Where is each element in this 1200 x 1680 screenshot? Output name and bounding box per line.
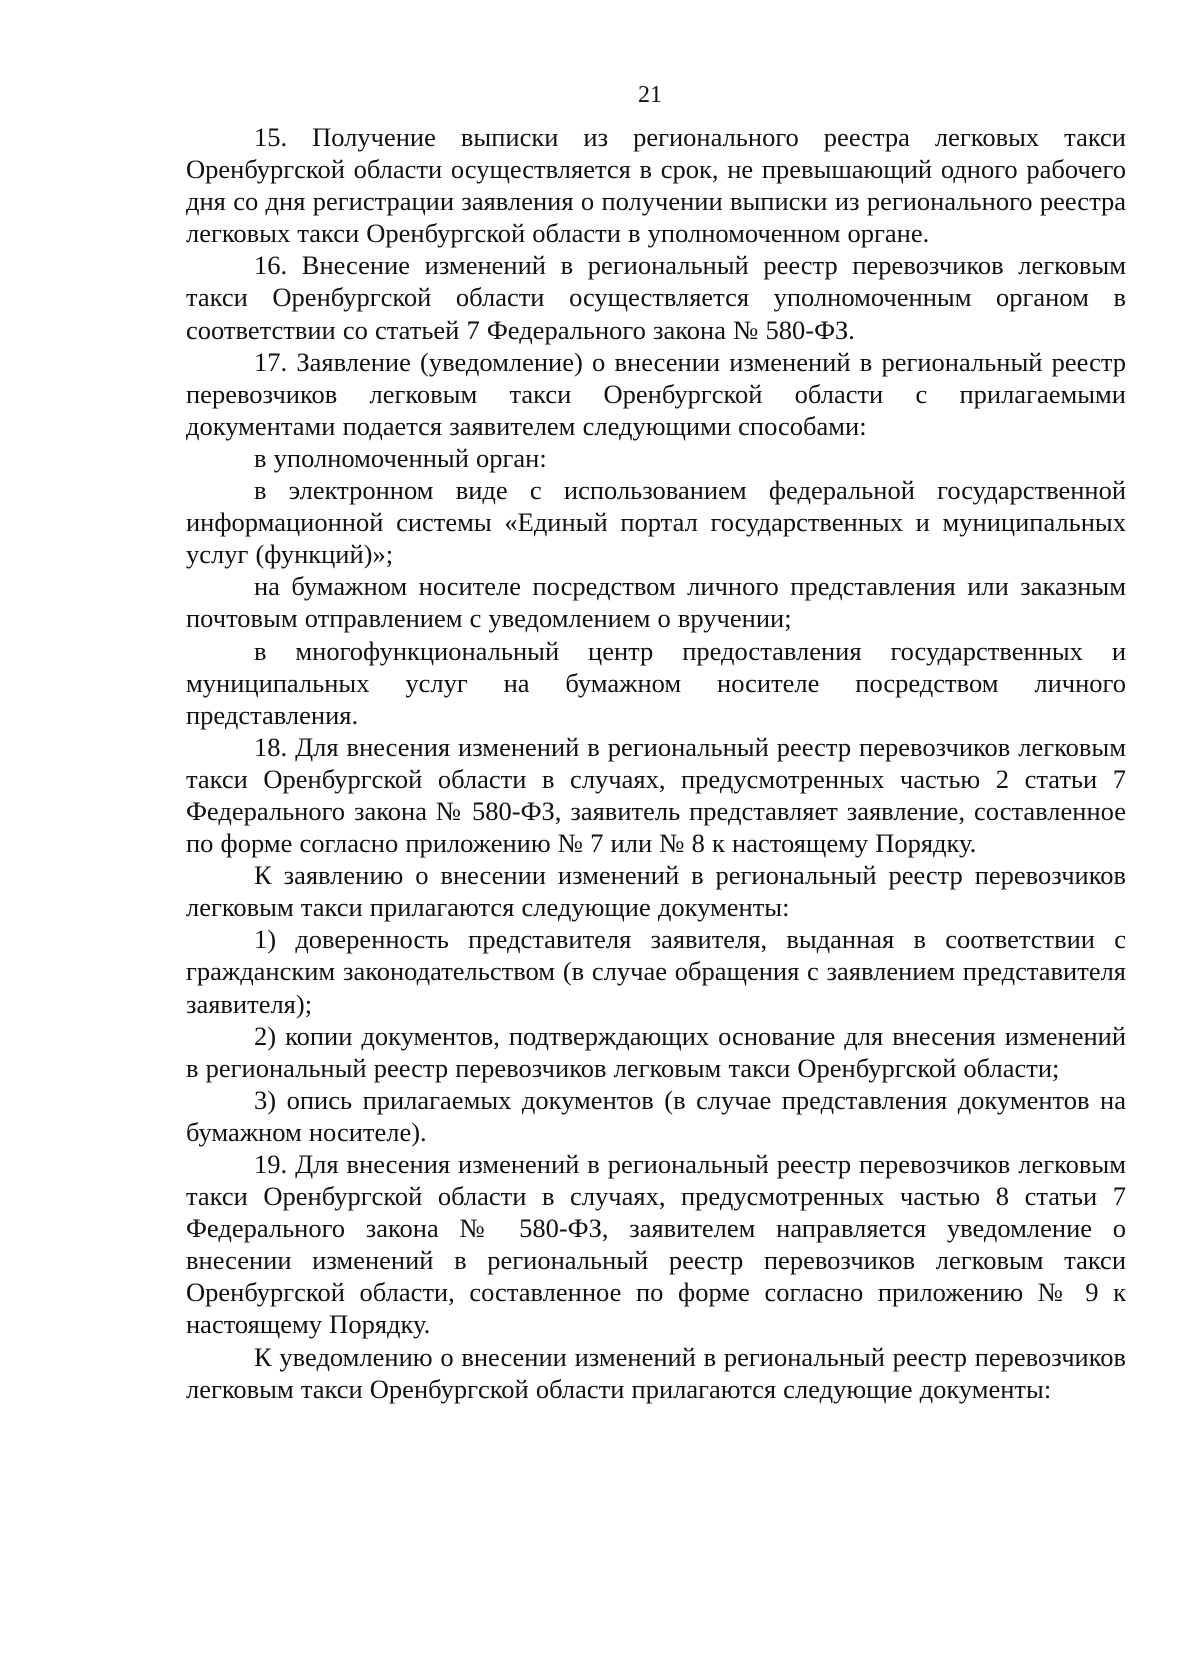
list-item-3-inventory: 3) опись прилагаемых документов (в случае представления документов на бумажном носителе). <box>186 1084 1126 1147</box>
paragraph-18-attachments: К заявлению о внесении изменений в региональный реестр перевозчиков легковым такси прилагаются следующие документы: <box>186 860 1126 923</box>
list-item-paper: на бумажном носителе посредством личного представления или заказным почтовым отправлением с уведомлением о вручении; <box>186 571 1126 634</box>
paragraph-15: 15. Получение выписки из регионального реестра легковых такси Оренбургской области осуществляется в срок, не превышающий одного рабочего дня со дня регистрации заявления о получении выписки из регионального реестра легковых такси Оренбургской области в уполномоченном органе. <box>186 122 1126 249</box>
list-item-electronic: в электронном виде с использованием федеральной государственной информационной системы «Единый портал государственных и муниципальных услуг (функций)»; <box>186 475 1126 570</box>
list-item-authorized-body: в уполномоченный орган: <box>254 442 547 473</box>
paragraph-17: 17. Заявление (уведомление) о внесении изменений в региональный реестр перевозчиков легковым такси Оренбургской области с прилагаемыми документами подается заявителем следующими способами: <box>186 346 1126 441</box>
list-item-1-power-of-attorney: 1) доверенность представителя заявителя, выданная в соответствии с гражданским законодательством (в случае обращения с заявлением представителя заявителя); <box>186 924 1126 1019</box>
paragraph-16: 16. Внесение изменений в региональный реестр перевозчиков легковым такси Оренбургской области осуществляется уполномоченным органом в соответствии со статьей 7 Федерального закона № 580-ФЗ. <box>186 250 1126 345</box>
paragraph-19-attachments: К уведомлению о внесении изменений в региональный реестр перевозчиков легковым такси Оренбургской области прилагаются следующие документы: <box>186 1341 1126 1404</box>
document-body <box>186 121 1126 1405</box>
paragraph-18: 18. Для внесения изменений в региональный реестр перевозчиков легковым такси Оренбургской области в случаях, предусмотренных частью 2 статьи 7 Федерального закона № 580-ФЗ, заявитель представляет заявление, составленное по форме согласно приложению № 7 или № 8 к настоящему Порядку. <box>186 731 1126 859</box>
list-item-2-document-copies: 2) копии документов, подтверждающих основание для внесения изменений в региональный реестр перевозчиков легковым такси Оренбургской области; <box>186 1020 1126 1083</box>
paragraph-19: 19. Для внесения изменений в региональный реестр перевозчиков легковым такси Оренбургской области в случаях, предусмотренных частью 8 статьи 7 Федерального закона № 580-ФЗ, заявителем направляется уведомление о внесении изменений в региональный реестр перевозчиков легковым такси Оренбургской области, составленное по форме согласно приложению № 9 к настоящему Порядку. <box>186 1149 1126 1340</box>
list-item-mfc: в многофункциональный центр предоставления государственных и муниципальных услуг на бумажном носителе посредством личного представления. <box>186 635 1126 730</box>
page-number: 21 <box>638 82 662 108</box>
